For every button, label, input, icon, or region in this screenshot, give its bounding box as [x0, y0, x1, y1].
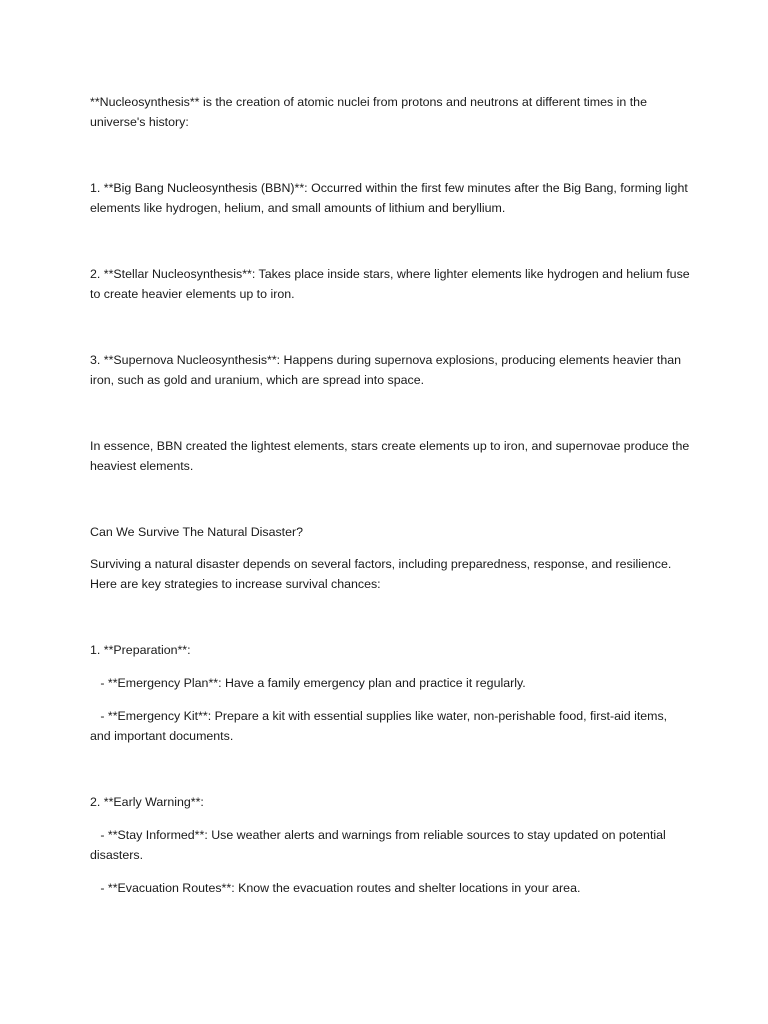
list-item-early-warning: 2. **Early Warning**: — [90, 795, 204, 809]
paragraph-big-bang-nucleosynthesis: 1. **Big Bang Nucleosynthesis (BBN)**: Occurred within the first few minutes after the Big Bang, forming light elements like hydrogen, helium, and small amounts of lithium and beryllium. — [90, 181, 688, 215]
list-item-stay-informed: - **Stay Informed**: Use weather alerts and warnings from reliable sources to stay updated on potential disasters. — [90, 828, 670, 862]
list-item-emergency-kit: - **Emergency Kit**: Prepare a kit with essential supplies like water, non-perishable food, first-aid items, and important documents. — [90, 709, 671, 743]
paragraph-surviving-intro: Surviving a natural disaster depends on several factors, including preparedness, response, and resilience. Here are key strategies to increase survival chances: — [90, 557, 672, 591]
section-heading-natural-disaster: Can We Survive The Natural Disaster? — [90, 525, 304, 539]
paragraph-nucleosynthesis-intro: **Nucleosynthesis** is the creation of atomic nuclei from protons and neutrons at different times in the universe's history: — [90, 95, 647, 129]
paragraph-in-essence: In essence, BBN created the lightest elements, stars create elements up to iron, and supernovae produce the heaviest elements. — [90, 439, 690, 473]
list-item-preparation: 1. **Preparation**: — [90, 643, 191, 657]
paragraph-supernova-nucleosynthesis: 3. **Supernova Nucleosynthesis**: Happens during supernova explosions, producing elements heavier than iron, such as gold and uranium, which are spread into space. — [90, 353, 681, 387]
paragraph-stellar-nucleosynthesis: 2. **Stellar Nucleosynthesis**: Takes place inside stars, where lighter elements like hydrogen and helium fuse to create heavier elements up to iron. — [90, 267, 690, 301]
list-item-evacuation-routes: - **Evacuation Routes**: Know the evacuation routes and shelter locations in your area. — [90, 881, 581, 895]
list-item-emergency-plan: - **Emergency Plan**: Have a family emergency plan and practice it regularly. — [90, 676, 526, 690]
